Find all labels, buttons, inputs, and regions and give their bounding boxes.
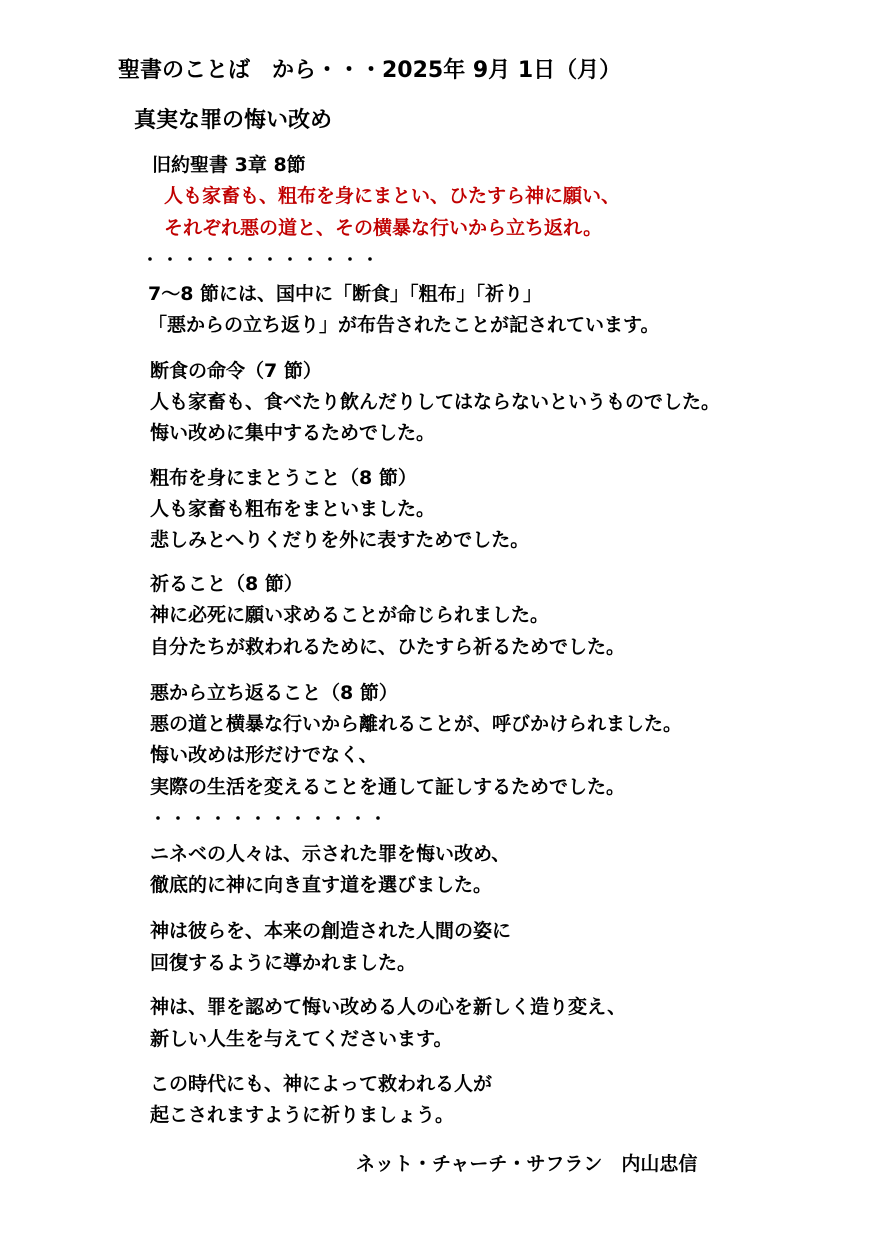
conclusion-line: 神は、罪を認めて悔い改める人の心を新しく造り変え、: [150, 996, 627, 1018]
page-title: 聖書のことば から・・・2025年 9月 1日（月）: [118, 58, 622, 83]
section-line: 悔い改めは形だけでなく、: [150, 744, 378, 766]
scripture-reference: 旧約聖書 3章 8節: [152, 154, 306, 176]
section-heading: 断食の命令（7 節）: [150, 360, 322, 382]
conclusion-line: ニネベの人々は、示された罪を悔い改め、: [150, 843, 511, 865]
section-line: 悔い改めに集中するためでした。: [150, 422, 436, 444]
section-line: 神に必死に願い求めることが命じられました。: [150, 604, 550, 626]
section-line: 悲しみとへりくだりを外に表すためでした。: [150, 529, 530, 551]
section-heading: 悪から立ち返ること（8 節）: [150, 682, 398, 704]
section-heading: 祈ること（8 節）: [150, 573, 303, 595]
conclusion-line: 回復するように導かれました。: [150, 952, 417, 974]
conclusion-line: 新しい人生を与えてくださいます。: [150, 1028, 453, 1050]
conclusion-line: 起こされますように祈りましょう。: [150, 1104, 455, 1126]
separator: ・・・・・・・・・・・・: [142, 250, 383, 269]
sermon-title: 真実な罪の悔い改め: [134, 108, 333, 133]
section-heading: 粗布を身にまとうこと（8 節）: [150, 467, 417, 489]
conclusion-line: この時代にも、神によって救われる人が: [150, 1073, 493, 1095]
section-line: 実際の生活を変えることを通して証しするためでした。: [150, 776, 626, 798]
conclusion-line: 徹底的に神に向き直す道を選びました。: [150, 874, 493, 896]
separator: ・・・・・・・・・・・・: [150, 809, 391, 828]
section-line: 人も家畜も、食べたり飲んだりしてはならないというものでした。: [150, 391, 721, 413]
section-line: 悪の道と横暴な行いから離れることが、呼びかけられました。: [150, 713, 683, 735]
section-line: 自分たちが救われるために、ひたすら祈るためでした。: [150, 636, 626, 658]
signature: ネット・チャーチ・サフラン 内山忠信: [356, 1153, 698, 1175]
intro-line: 7～8 節には、国中に「断食」「粗布」「祈り」: [148, 283, 543, 305]
conclusion-line: 神は彼らを、本来の創造された人間の姿に: [150, 920, 512, 942]
section-line: 人も家畜も粗布をまといました。: [150, 498, 436, 520]
intro-line: 「悪からの立ち返り」が布告されたことが記されています。: [148, 314, 660, 336]
scripture-text-line: 人も家畜も、粗布を身にまとい、ひたすら神に願い、: [164, 185, 621, 207]
scripture-text-line: それぞれ悪の道と、その横暴な行いから立ち返れ。: [164, 217, 603, 239]
